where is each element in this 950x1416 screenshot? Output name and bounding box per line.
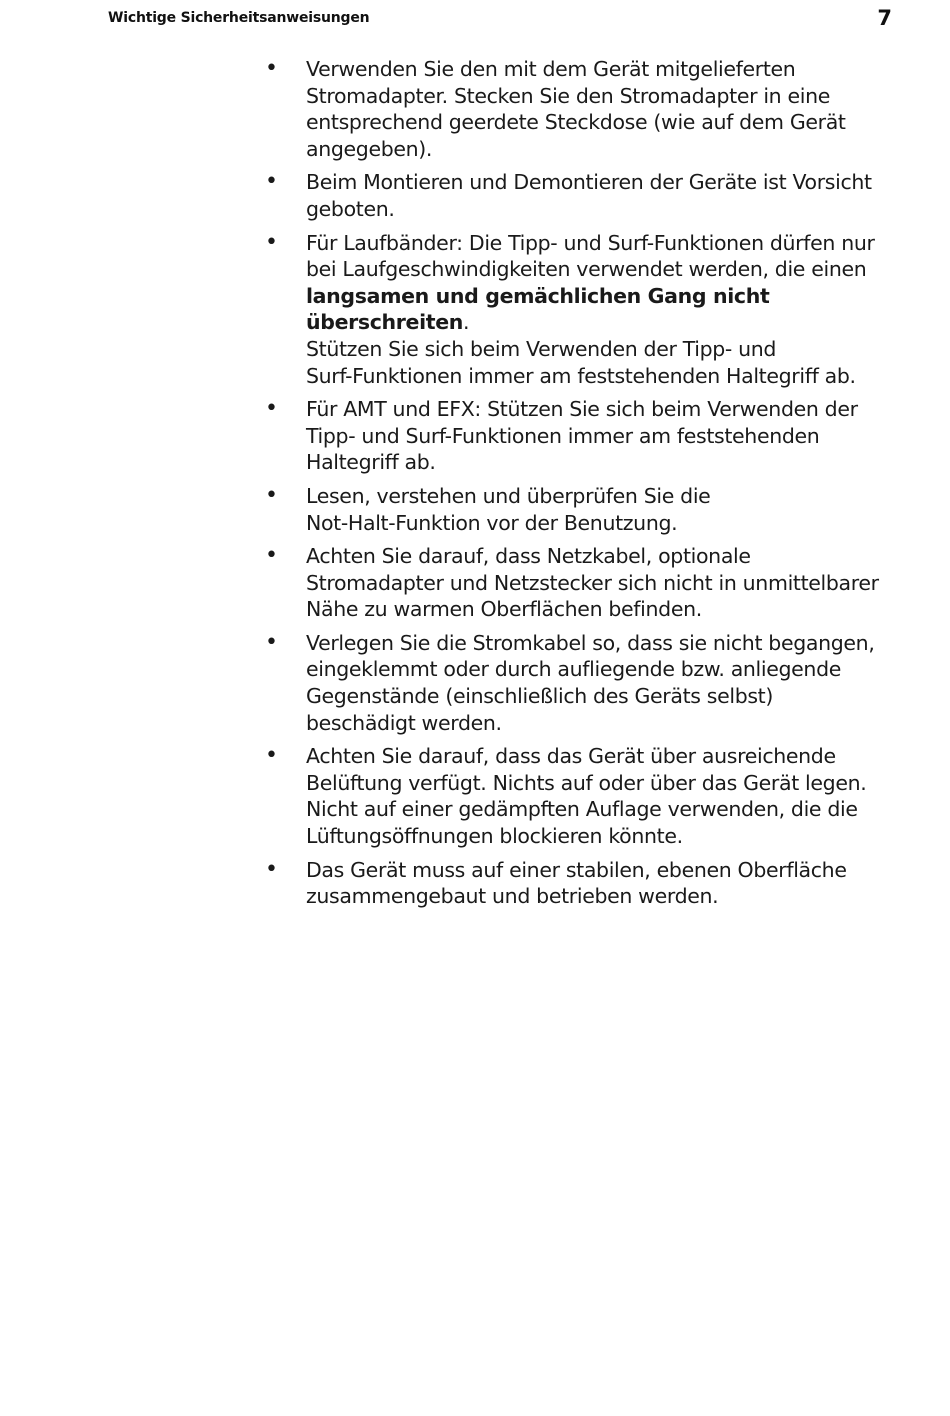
bullet-icon: • xyxy=(265,543,278,569)
list-item xyxy=(262,483,902,536)
list-item xyxy=(262,857,902,910)
list-item xyxy=(262,743,902,849)
safety-instructions-list xyxy=(262,56,902,917)
list-item xyxy=(262,543,902,623)
list-item xyxy=(262,169,902,222)
list-item xyxy=(262,230,902,390)
bullet-icon: • xyxy=(265,396,278,422)
list-item-text: Das Gerät muss auf einer stabilen, ebenen Oberfläche zusammengebaut und betrieben werden. xyxy=(306,857,847,909)
bullet-icon: • xyxy=(265,56,278,81)
bullet-icon: • xyxy=(265,743,278,769)
list-item-text: Verlegen Sie die Stromkabel so, dass sie nicht begangen, eingeklemmt oder durch aufliegende bzw. anliegende Gegenstände (einschließlich des Geräts selbst) beschädigt werden. xyxy=(306,630,875,735)
list-item-text-end: . Stützen Sie sich beim Verwenden der Tipp- und Surf-Funktionen immer am feststehenden Haltegriff ab. xyxy=(306,310,856,388)
list-item xyxy=(262,396,902,476)
bullet-icon: • xyxy=(265,169,278,195)
page-number: 7 xyxy=(877,6,892,30)
emphasized-text: langsamen und gemächlichen Gang nicht überschreiten xyxy=(306,283,770,335)
bullet-icon: • xyxy=(265,856,278,882)
list-item-text: Beim Montieren und Demontieren der Geräte ist Vorsicht geboten. xyxy=(306,170,872,221)
bullet-icon: • xyxy=(265,629,278,655)
list-item-text: Verwenden Sie den mit dem Gerät mitgelieferten Stromadapter. Stecken Sie den Stromadapter in eine entsprechend geerdete Steckdose (wie auf dem Gerät angegeben). xyxy=(306,57,846,161)
list-item-text: Achten Sie darauf, dass Netzkabel, optionale Stromadapter und Netzstecker sich nicht in unmittelbarer Nähe zu warmen Oberflächen befinden. xyxy=(306,544,879,622)
list-item xyxy=(262,56,902,162)
page-header xyxy=(108,4,892,32)
bullet-icon: • xyxy=(265,482,278,508)
running-title: Wichtige Sicherheitsanweisungen xyxy=(108,10,370,26)
list-item xyxy=(262,630,902,736)
bullet-icon: • xyxy=(265,229,278,255)
list-item-text: Für AMT und EFX: Stützen Sie sich beim Verwenden der Tipp- und Surf-Funktionen immer am feststehenden Haltegriff ab. xyxy=(306,397,858,475)
list-item-text: Lesen, verstehen und überprüfen Sie die Not-Halt-Funktion vor der Benutzung. xyxy=(306,483,711,535)
list-item-text xyxy=(306,231,875,388)
list-item-text: Achten Sie darauf, dass das Gerät über ausreichende Belüftung verfügt. Nichts auf oder über das Gerät legen. Nicht auf einer gedämpften Auflage verwenden, die die Lüftungsöffnungen blockieren könnte. xyxy=(306,744,867,849)
list-item-text-start: Für Laufbänder: Die Tipp- und Surf-Funktionen dürfen nur bei Laufgeschwindigkeiten verwendet werden, die einen xyxy=(306,230,875,282)
